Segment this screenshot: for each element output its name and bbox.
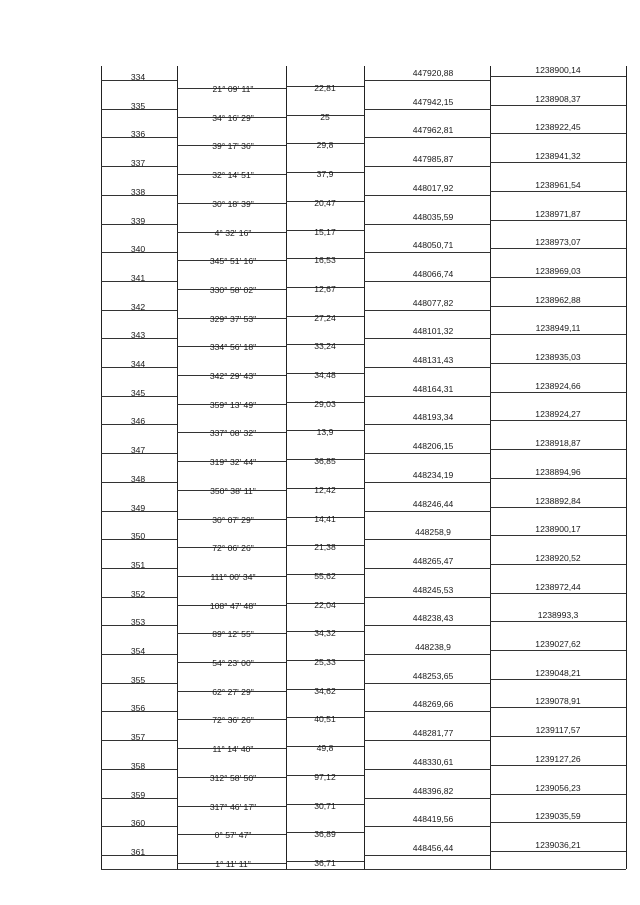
coordinate-x: 448035,59 bbox=[412, 211, 454, 222]
row-divider bbox=[364, 338, 490, 339]
coordinate-y: 1239127,26 bbox=[535, 753, 581, 764]
point-number: 361 bbox=[130, 846, 146, 857]
point-number: 338 bbox=[130, 186, 146, 197]
segment-length: 25 bbox=[320, 111, 330, 122]
segment-length: 16,53 bbox=[314, 255, 336, 266]
row-divider bbox=[364, 798, 490, 799]
segment-length: 29,8 bbox=[316, 140, 334, 151]
bearing-angle: 334° 56' 18" bbox=[209, 342, 257, 353]
bearing-angle: 89° 12' 55" bbox=[212, 629, 254, 640]
point-number: 360 bbox=[130, 818, 146, 829]
row-divider bbox=[490, 679, 626, 680]
bearing-angle: 11° 14' 40" bbox=[212, 744, 254, 755]
row-divider bbox=[364, 367, 490, 368]
coordinate-y: 1238900,17 bbox=[535, 524, 581, 535]
bearing-angle: 329° 37' 53" bbox=[209, 313, 257, 324]
coordinate-y: 1238918,87 bbox=[535, 438, 581, 449]
coordinate-y: 1239117,57 bbox=[535, 725, 581, 736]
segment-length: 34,48 bbox=[314, 370, 336, 380]
bearing-angle: 39° 17' 36" bbox=[212, 141, 254, 152]
bearing-angle: 72° 36' 26" bbox=[212, 715, 254, 726]
segment-length: 27,24 bbox=[314, 312, 336, 323]
coordinate-y: 1238941,32 bbox=[535, 151, 581, 162]
segment-length: 12,67 bbox=[314, 283, 336, 294]
row-divider bbox=[364, 654, 490, 655]
row-divider bbox=[364, 166, 490, 167]
coordinate-x: 448253,65 bbox=[412, 670, 454, 681]
segment-length: 49,8 bbox=[316, 743, 334, 754]
coordinate-y: 1238935,03 bbox=[535, 352, 581, 362]
point-number: 339 bbox=[130, 215, 146, 226]
bearing-angle: 345° 51' 16" bbox=[209, 256, 257, 267]
coordinate-x: 448050,71 bbox=[412, 240, 454, 251]
row-divider bbox=[364, 424, 490, 425]
coordinate-x: 447920,88 bbox=[412, 68, 454, 78]
row-divider bbox=[490, 420, 626, 421]
row-divider bbox=[490, 334, 626, 335]
bearing-angle: 319° 32' 44" bbox=[209, 457, 257, 468]
coordinate-x: 447942,15 bbox=[412, 96, 454, 107]
coordinate-x: 448281,77 bbox=[412, 728, 454, 739]
coordinate-x: 448238,43 bbox=[412, 613, 454, 624]
row-divider bbox=[490, 593, 626, 594]
segment-length: 20,47 bbox=[314, 197, 336, 208]
column-divider bbox=[364, 66, 365, 869]
coordinate-x: 448164,31 bbox=[412, 383, 454, 394]
point-number: 335 bbox=[130, 100, 146, 111]
segment-length: 34,62 bbox=[314, 685, 336, 696]
segment-length: 40,51 bbox=[314, 714, 336, 725]
coordinate-x: 448419,56 bbox=[412, 814, 454, 825]
point-number: 340 bbox=[130, 244, 146, 255]
coordinate-x: 448396,82 bbox=[412, 785, 454, 796]
row-divider bbox=[490, 564, 626, 565]
row-divider bbox=[364, 80, 490, 81]
row-divider bbox=[364, 252, 490, 253]
coordinate-x: 447962,81 bbox=[412, 125, 454, 136]
row-divider bbox=[490, 449, 626, 450]
coordinate-y: 1238961,54 bbox=[535, 179, 581, 190]
coordinate-x: 448246,44 bbox=[412, 498, 454, 509]
bearing-angle: 32° 14' 51" bbox=[212, 170, 254, 181]
segment-length: 55,62 bbox=[314, 570, 336, 581]
row-divider bbox=[490, 105, 626, 106]
row-divider bbox=[364, 224, 490, 225]
coordinate-y: 1238971,87 bbox=[535, 208, 581, 219]
row-divider bbox=[364, 711, 490, 712]
segment-length: 22,04 bbox=[314, 599, 336, 610]
row-divider bbox=[490, 478, 626, 479]
row-divider bbox=[364, 740, 490, 741]
point-number: 341 bbox=[130, 272, 146, 283]
row-divider bbox=[364, 453, 490, 454]
bearing-angle: 108° 47' 48" bbox=[209, 600, 257, 611]
coordinate-x: 448234,19 bbox=[412, 469, 454, 480]
coordinate-x: 448101,32 bbox=[412, 326, 454, 337]
segment-length: 30,71 bbox=[314, 800, 336, 811]
segment-length: 12,42 bbox=[314, 484, 336, 495]
row-divider bbox=[490, 277, 626, 278]
segment-length: 21,38 bbox=[314, 542, 336, 553]
row-divider bbox=[490, 822, 626, 823]
coordinate-x: 447985,87 bbox=[412, 154, 454, 165]
row-divider bbox=[490, 76, 626, 77]
segment-length: 36,71 bbox=[314, 857, 336, 868]
row-divider bbox=[490, 736, 626, 737]
coordinate-y: 1238972,44 bbox=[535, 581, 581, 592]
bearing-angle: 30° 07' 29" bbox=[212, 514, 254, 525]
point-number: 352 bbox=[130, 588, 146, 599]
row-divider bbox=[364, 109, 490, 110]
segment-length: 13,9 bbox=[316, 427, 334, 438]
bearing-angle: 1° 11' 11" bbox=[215, 858, 251, 869]
coordinate-y: 1238949,11 bbox=[535, 323, 581, 334]
point-number: 353 bbox=[130, 617, 146, 628]
bearing-angle: 111° 00' 34" bbox=[210, 571, 256, 582]
coordinate-y: 1239036,21 bbox=[535, 839, 581, 850]
bearing-angle: 21° 09' 11" bbox=[212, 84, 254, 94]
coordinate-y: 1238900,14 bbox=[535, 65, 581, 75]
row-divider bbox=[490, 248, 626, 249]
point-number: 359 bbox=[130, 789, 146, 800]
segment-length: 15,17 bbox=[314, 226, 336, 237]
point-number: 348 bbox=[130, 473, 146, 484]
bearing-angle: 330° 58' 02" bbox=[209, 284, 257, 295]
segment-length: 36,85 bbox=[314, 456, 336, 467]
column-divider bbox=[490, 66, 491, 869]
row-divider bbox=[364, 539, 490, 540]
point-number: 351 bbox=[130, 559, 146, 570]
point-number: 346 bbox=[130, 416, 146, 427]
row-divider bbox=[364, 683, 490, 684]
row-divider bbox=[364, 769, 490, 770]
coordinate-x: 448265,47 bbox=[412, 555, 454, 566]
coordinate-x: 448258,9 bbox=[415, 527, 451, 538]
row-divider bbox=[364, 826, 490, 827]
bearing-angle: 0° 57' 47" bbox=[214, 830, 252, 841]
point-number: 358 bbox=[130, 760, 146, 771]
row-divider bbox=[490, 621, 626, 622]
coordinate-y: 1239056,23 bbox=[535, 782, 581, 793]
point-number: 356 bbox=[130, 703, 146, 714]
bearing-angle: 62° 27' 29" bbox=[212, 686, 254, 697]
row-divider bbox=[490, 650, 626, 651]
row-divider bbox=[490, 851, 626, 852]
column-divider bbox=[286, 66, 287, 869]
coordinate-y: 1239027,62 bbox=[535, 639, 581, 649]
row-divider bbox=[490, 765, 626, 766]
bearing-angle: 312° 58' 50" bbox=[209, 772, 257, 783]
row-divider bbox=[490, 191, 626, 192]
row-divider bbox=[490, 220, 626, 221]
bearing-angle: 4° 32' 16" bbox=[214, 227, 252, 238]
bearing-angle: 30° 18' 39" bbox=[212, 198, 254, 209]
row-divider bbox=[490, 707, 626, 708]
row-divider bbox=[364, 195, 490, 196]
point-number: 334 bbox=[130, 72, 146, 82]
coordinate-x: 448193,34 bbox=[412, 412, 454, 423]
coordinate-y: 1238924,66 bbox=[535, 380, 581, 391]
coordinate-y: 1238962,88 bbox=[535, 294, 581, 305]
point-number: 336 bbox=[130, 129, 146, 140]
point-number: 342 bbox=[130, 301, 146, 312]
row-divider bbox=[364, 310, 490, 311]
coordinate-y: 1238973,07 bbox=[535, 237, 581, 248]
coordinate-y: 1238969,03 bbox=[535, 265, 581, 276]
bearing-angle: 54° 23' 00" bbox=[212, 658, 254, 668]
row-divider bbox=[364, 625, 490, 626]
coordinate-x: 448066,74 bbox=[412, 268, 454, 279]
coordinate-y: 1238924,27 bbox=[535, 409, 581, 420]
row-divider bbox=[364, 137, 490, 138]
segment-length: 29,03 bbox=[314, 398, 336, 409]
bearing-angle: 34° 16' 29" bbox=[212, 112, 254, 123]
coordinate-y: 1238922,45 bbox=[535, 122, 581, 133]
row-divider bbox=[490, 392, 626, 393]
point-number: 347 bbox=[130, 445, 146, 456]
bearing-angle: 342° 29' 43" bbox=[209, 371, 257, 381]
coordinate-x: 448245,53 bbox=[412, 584, 454, 595]
row-divider bbox=[490, 535, 626, 536]
row-divider bbox=[364, 568, 490, 569]
segment-length: 25,33 bbox=[314, 657, 336, 667]
point-number: 343 bbox=[130, 330, 146, 341]
row-divider bbox=[364, 396, 490, 397]
coordinate-x: 448206,15 bbox=[412, 441, 454, 452]
point-number: 344 bbox=[130, 359, 146, 369]
coordinate-x: 448238,9 bbox=[415, 642, 451, 652]
point-number: 345 bbox=[130, 387, 146, 398]
coordinate-y: 1238920,52 bbox=[535, 552, 581, 563]
point-number: 357 bbox=[130, 732, 146, 743]
row-divider bbox=[490, 306, 626, 307]
row-divider bbox=[490, 507, 626, 508]
row-divider bbox=[490, 794, 626, 795]
segment-length: 22,81 bbox=[314, 83, 336, 93]
point-number: 349 bbox=[130, 502, 146, 513]
table-bottom-border bbox=[101, 869, 626, 870]
coordinate-x: 448456,44 bbox=[412, 842, 454, 853]
row-divider bbox=[490, 363, 626, 364]
row-divider bbox=[490, 162, 626, 163]
coordinate-y: 1238908,37 bbox=[535, 93, 581, 104]
point-number: 350 bbox=[130, 531, 146, 542]
bearing-angle: 72° 06' 26" bbox=[212, 543, 254, 554]
coordinate-x: 448330,61 bbox=[412, 756, 454, 767]
coordinate-y: 1238894,96 bbox=[535, 466, 581, 477]
bearing-angle: 337° 08' 32" bbox=[209, 428, 257, 439]
coordinate-y: 1239035,59 bbox=[535, 811, 581, 822]
row-divider bbox=[364, 281, 490, 282]
segment-length: 37,9 bbox=[316, 169, 334, 180]
point-number: 355 bbox=[130, 674, 146, 685]
segment-length: 97,12 bbox=[314, 771, 336, 782]
segment-length: 33,24 bbox=[314, 341, 336, 352]
bearing-angle: 359° 13' 49" bbox=[209, 399, 257, 410]
point-number: 354 bbox=[130, 646, 146, 656]
coordinate-x: 448017,92 bbox=[412, 182, 454, 193]
row-divider bbox=[364, 855, 490, 856]
row-divider bbox=[364, 597, 490, 598]
coordinate-x: 448269,66 bbox=[412, 699, 454, 710]
segment-length: 14,41 bbox=[314, 513, 336, 524]
coordinate-x: 448077,82 bbox=[412, 297, 454, 308]
row-divider bbox=[490, 133, 626, 134]
coordinate-y: 1239048,21 bbox=[535, 667, 581, 678]
column-divider bbox=[626, 66, 627, 869]
coordinate-x: 448131,43 bbox=[412, 355, 454, 365]
row-divider bbox=[364, 511, 490, 512]
bearing-angle: 350° 38' 11" bbox=[210, 485, 256, 496]
coordinate-y: 1238993,3 bbox=[537, 610, 579, 621]
segment-length: 36,89 bbox=[314, 829, 336, 840]
point-number: 337 bbox=[130, 158, 146, 169]
row-divider bbox=[364, 482, 490, 483]
segment-length: 34,32 bbox=[314, 628, 336, 639]
coordinate-y: 1239078,91 bbox=[535, 696, 581, 707]
coordinate-y: 1238892,84 bbox=[535, 495, 581, 506]
column-divider bbox=[101, 66, 102, 869]
bearing-angle: 317° 46' 17" bbox=[209, 801, 257, 812]
